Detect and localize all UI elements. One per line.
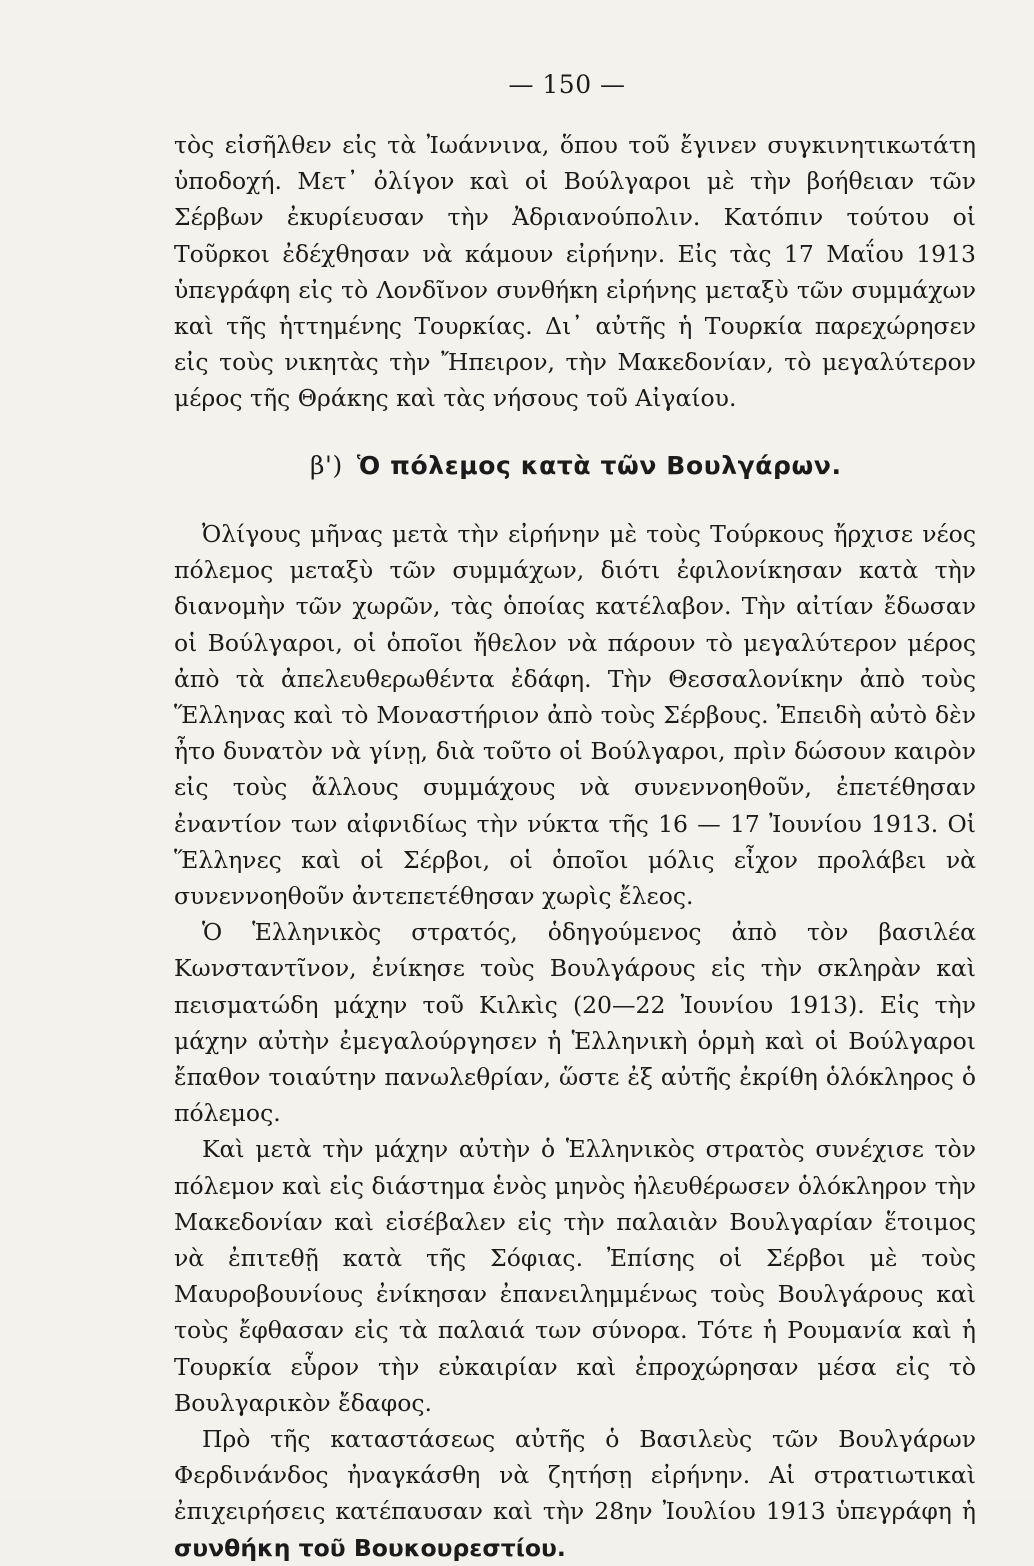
page-number: — 150 — bbox=[508, 70, 626, 99]
body-paragraph: Ὁ Ἑλληνικὸς στρατός, ὁδηγούμενος ἀπὸ τὸν βασιλέα Κωνσταντῖνον, ἐνίκησε τοὺς Βουλγάρους εἰς τὴν σκληρὰν καὶ πεισματώδη μάχην τοῦ Κιλκὶς (20—22 Ἰουνίου 1913). Εἰς τὴν μάχην αὐτὴν ἐμεγαλούργησεν ἡ Ἑλληνικὴ ὁρμὴ καὶ οἱ Βούλγαροι ἔπαθον τοιαύτην πανωλεθρίαν, ὥστε ἐξ αὐτῆς ἐκρίθη ὁλόκληρος ὁ πόλεμος. bbox=[174, 918, 976, 1128]
intro-text-block bbox=[174, 127, 976, 417]
last-paragraph-text: Πρὸ τῆς καταστάσεως αὐτῆς ὁ Βασιλεὺς τῶν Βουλγάρων Φερδινάνδος ἠναγκάσθη νὰ ζητήσῃ εἰρήνην. Αἱ στρατιωτικαὶ ἐπιχειρήσεις κατέπαυσαν καὶ τὴν 28ην Ἰουλίου 1913 ὑπεγράφη ἡ bbox=[174, 1425, 976, 1526]
body-paragraph: Καὶ μετὰ τὴν μάχην αὐτὴν ὁ Ἑλληνικὸς στρατὸς συνέχισε τὸν πόλεμον καὶ εἰς διάστημα ἑνὸς μηνὸς ἠλευθέρωσεν ὁλόκληρον τὴν Μακεδονίαν καὶ εἰσέβαλεν εἰς τὴν παλαιὰν Βουλγαρίαν ἕτοιμος νὰ ἐπιτεθῇ κατὰ τῆς Σόφιας. Ἐπίσης οἱ Σέρβοι μὲ τοὺς Μαυροβουνίους ἐνίκησαν ἐπανειλημμένως τοὺς Βουλγάρους καὶ τοὺς ἔφθασαν εἰς τὰ παλαιά των σύνορα. Τότε ἡ Ρουμανία καὶ ἡ Τουρκία εὗρον τὴν εὐκαιρίαν καὶ ἐπροχώρησαν μέσα εἰς τὸ Βουλγαρικὸν ἔδαφος. bbox=[174, 1135, 976, 1417]
body-paragraph: Ὀλίγους μῆνας μετὰ τὴν εἰρήνην μὲ τοὺς Τούρκους ἤρχισε νέος πόλεμος μεταξὺ τῶν συμμάχων, διότι ἐφιλονίκησαν κατὰ τὴν διανομὴν τῶν χωρῶν, τὰς ὁποίας κατέλαβον. Τὴν αἰτίαν ἔδωσαν οἱ Βούλγαροι, οἱ ὁποῖοι ἤθελον νὰ πάρουν τὸ μεγαλύτερον μέρος ἀπὸ τὰ ἀπελευθερωθέντα ἐδάφη. Τὴν Θεσσαλονίκην ἀπὸ τοὺς Ἕλληνας καὶ τὸ Μοναστήριον ἀπὸ τοὺς Σέρβους. Ἐπειδὴ αὐτὸ δὲν ἦτο δυνατὸν νὰ γίνῃ, διὰ τοῦτο οἱ Βούλγαροι, πρὶν δώσουν καιρὸν εἰς τοὺς ἄλλους συμμάχους νὰ συνεννοηθοῦν, ἐπετέθησαν ἐναντίον των αἰφνιδίως τὴν νύκτα τῆς 16 — 17 Ἰουνίου 1913. Οἱ Ἕλληνες καὶ οἱ Σέρβοι, οἱ ὁποῖοι μόλις εἶχον προλάβει νὰ συνεννοηθοῦν ἀντεπετέθησαν χωρὶς ἔλεος. bbox=[174, 520, 976, 911]
section-letter: β') bbox=[310, 451, 343, 480]
intro-paragraph: τὸς εἰσῆλθεν εἰς τὰ Ἰωάννινα, ὅπου τοῦ ἔγινεν συγκινητικωτάτη ὑποδοχή. Μετ᾿ ὀλίγον καὶ οἱ Βούλγαροι μὲ τὴν βοήθειαν τῶν Σέρβων ἐκυρίευσαν τὴν Ἀδριανούπολιν. Κατόπιν τούτου οἱ Τοῦρκοι ἐδέχθησαν νὰ κάμουν εἰρήνην. Εἰς τὰς 17 Μαΐου 1913 ὑπεγράφη εἰς τὸ Λονδῖνον συνθήκη εἰρήνης μεταξὺ τῶν συμμάχων καὶ τῆς ἡττημένης Τουρκίας. Δι᾿ αὐτῆς ἡ Τουρκία παρεχώρησεν εἰς τοὺς νικητὰς τὴν Ἤπειρον, τὴν Μακεδονίαν, τὸ μεγαλύτερον μέρος τῆς Θράκης καὶ τὰς νήσους τοῦ Αἰγαίου. bbox=[174, 131, 976, 413]
section-text-block bbox=[174, 516, 976, 1566]
treaty-name-bold: συνθήκη τοῦ Βουκουρεστίου. bbox=[174, 1533, 566, 1562]
section-heading bbox=[310, 451, 910, 480]
body-paragraph-last bbox=[174, 1421, 976, 1566]
section-title: Ὁ πόλεμος κατὰ τῶν Βουλγάρων. bbox=[356, 451, 842, 480]
